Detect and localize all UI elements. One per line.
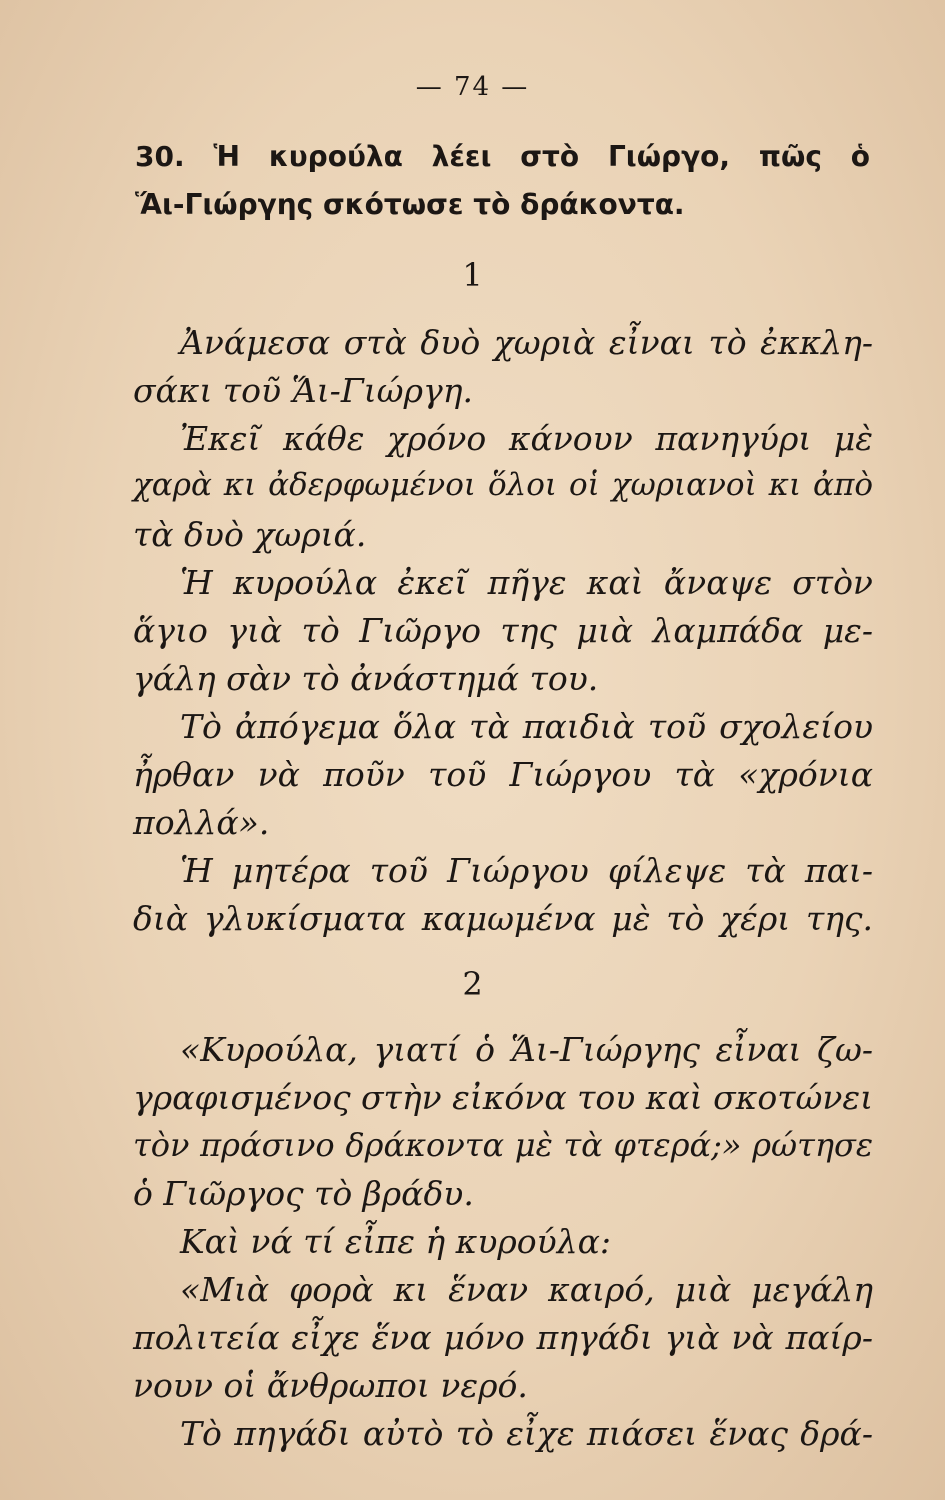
text-line: Ἐκεῖ κάθε χρόνο κάνουν πανηγύρι μὲ: [180, 419, 873, 458]
text-line: πολλά».: [133, 803, 270, 842]
text-line: νουν οἱ ἄνθρωποι νερό.: [133, 1366, 528, 1405]
text-line: τὸν πράσινο δράκοντα μὲ τὰ φτερά;» ρώτησε: [133, 1126, 873, 1164]
section-number-1: 1: [462, 256, 483, 294]
text-line: Καὶ νά τί εἶπε ἡ κυρούλα:: [180, 1222, 612, 1261]
chapter-title-line-1: 30. Ἡ κυρούλα λέει στὸ Γιώργο, πῶς ὁ: [135, 140, 870, 173]
text-line: ὁ Γιῶργος τὸ βράδυ.: [133, 1174, 474, 1213]
chapter-title-line-2: Ἅι-Γιώργης σκότωσε τὸ δράκοντα.: [135, 188, 685, 221]
text-line: γάλη σὰν τὸ ἀνάστημά του.: [133, 659, 599, 698]
text-line: Ἡ μητέρα τοῦ Γιώργου φίλεψε τὰ παι-: [180, 851, 873, 890]
section-number-2: 2: [462, 965, 483, 1003]
text-line: Τὸ πηγάδι αὐτὸ τὸ εἶχε πιάσει ἕνας δρά-: [180, 1414, 873, 1453]
text-line: τὰ δυὸ χωριά.: [133, 515, 367, 554]
text-line: «Κυρούλα, γιατί ὁ Ἅι-Γιώργης εἶναι ζω-: [180, 1030, 873, 1069]
text-line: γραφισμένος στὴν εἰκόνα του καὶ σκοτώνει: [133, 1078, 874, 1117]
text-line: πολιτεία εἶχε ἕνα μόνο πηγάδι γιὰ νὰ παίρ-: [133, 1318, 873, 1357]
text-line: Ἀνάμεσα στὰ δυὸ χωριὰ εἶναι τὸ ἐκκλη-: [180, 323, 873, 362]
text-line: ἦρθαν νὰ ποῦν τοῦ Γιώργου τὰ «χρόνια: [133, 755, 873, 794]
text-line: χαρὰ κι ἀδερφωμένοι ὅλοι οἱ χωριανοὶ κι ἀπὸ: [133, 467, 873, 503]
text-line: διὰ γλυκίσματα καμωμένα μὲ τὸ χέρι της.: [133, 899, 873, 938]
text-line: σάκι τοῦ Ἅι-Γιώργη.: [133, 371, 473, 410]
text-line: ἅγιο γιὰ τὸ Γιῶργο της μιὰ λαμπάδα με-: [133, 611, 873, 650]
page-number: — 74 —: [415, 72, 530, 102]
text-line: «Μιὰ φορὰ κι ἕναν καιρό, μιὰ μεγάλη: [180, 1270, 873, 1309]
text-line: Τὸ ἀπόγεμα ὅλα τὰ παιδιὰ τοῦ σχολείου: [180, 707, 873, 746]
text-line: Ἡ κυρούλα ἐκεῖ πῆγε καὶ ἄναψε στὸν: [180, 563, 873, 602]
